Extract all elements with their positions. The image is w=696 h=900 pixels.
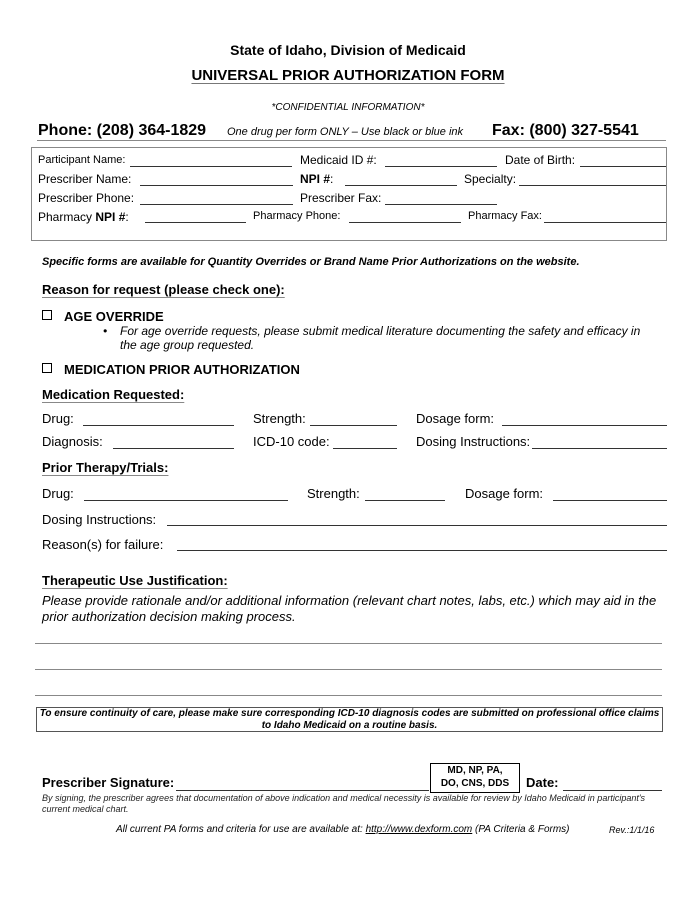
specialty-field[interactable] xyxy=(519,185,666,186)
form-title xyxy=(0,67,696,84)
med-dosing-instructions-field[interactable] xyxy=(532,448,667,449)
medication-requested-heading: Medication Requested: xyxy=(42,387,185,402)
justification-line-2[interactable] xyxy=(35,669,662,670)
prior-dosing-instructions-field[interactable] xyxy=(167,525,667,526)
medicaid-id-label: Medicaid ID #: xyxy=(300,153,377,167)
continuity-notice: To ensure continuity of care, please make sure corresponding ICD-10 diagnosis codes are submitted on professional office claims to Idaho Medicaid on a routine basis. xyxy=(36,707,663,732)
prior-dosing-instructions-label: Dosing Instructions: xyxy=(42,512,157,527)
pharmacy-npi-label xyxy=(38,210,129,224)
specific-forms-note: Specific forms are available for Quantity Overrides or Brand Name Prior Authorizations on the website. xyxy=(42,256,580,268)
participant-prescriber-box xyxy=(31,147,667,241)
specialty-label: Specialty: xyxy=(464,172,517,186)
pharmacy-npi-colon: : xyxy=(125,210,129,224)
signature-disclaimer: By signing, the prescriber agrees that documentation of above indication and medical necessity is available for review by Idaho Medicaid in participant's current medical chart. xyxy=(42,793,646,814)
icd10-field[interactable] xyxy=(333,448,397,449)
prior-dosage-form-field[interactable] xyxy=(553,500,667,501)
credentials-line-1: MD, NP, PA, xyxy=(447,765,503,776)
pharmacy-phone-label: Pharmacy Phone: xyxy=(253,210,341,222)
date-of-birth-field[interactable] xyxy=(580,166,666,167)
participant-name-field[interactable] xyxy=(130,166,292,167)
footer-text-before: All current PA forms and criteria for use are available at: xyxy=(116,824,366,835)
icd10-label: ICD-10 code: xyxy=(253,434,330,449)
prior-therapy-heading: Prior Therapy/Trials: xyxy=(42,460,169,475)
pharmacy-phone-field[interactable] xyxy=(349,222,461,223)
date-label: Date: xyxy=(526,775,559,790)
med-dosing-instructions-label: Dosing Instructions: xyxy=(416,434,531,449)
age-override-label: AGE OVERRIDE xyxy=(64,309,164,324)
reasons-failure-label: Reason(s) for failure: xyxy=(42,537,164,552)
med-drug-field[interactable] xyxy=(83,425,234,426)
prior-drug-label: Drug: xyxy=(42,486,74,501)
justification-heading: Therapeutic Use Justification: xyxy=(42,573,228,588)
npi-label-bold: NPI # xyxy=(300,172,331,186)
pharmacy-word: Pharmacy xyxy=(38,210,96,224)
fax-number: Fax: (800) 327-5541 xyxy=(492,122,639,139)
date-of-birth-label: Date of Birth: xyxy=(505,153,576,167)
participant-name-label: Participant Name: xyxy=(38,154,126,166)
justification-line-1[interactable] xyxy=(35,643,662,644)
diagnosis-label: Diagnosis: xyxy=(42,434,103,449)
reasons-failure-field[interactable] xyxy=(177,550,667,551)
med-dosage-form-field[interactable] xyxy=(502,425,667,426)
pharmacy-npi-bold: NPI # xyxy=(95,210,126,224)
diagnosis-field[interactable] xyxy=(113,448,234,449)
prescriber-phone-label: Prescriber Phone: xyxy=(38,191,135,205)
medication-pa-label: MEDICATION PRIOR AUTHORIZATION xyxy=(64,362,300,377)
prior-strength-field[interactable] xyxy=(365,500,445,501)
prescriber-fax-field[interactable] xyxy=(385,204,497,205)
footer-note xyxy=(116,824,570,835)
footer-text-after: (PA Criteria & Forms) xyxy=(472,824,570,835)
npi-field[interactable] xyxy=(345,185,457,186)
prescriber-phone-field[interactable] xyxy=(140,204,293,205)
pharmacy-fax-label: Pharmacy Fax: xyxy=(468,210,542,222)
med-dosage-form-label: Dosage form: xyxy=(416,411,495,426)
age-override-note-text: For age override requests, please submit medical literature documenting the safety and efficacy in the age group requested. xyxy=(120,324,641,352)
credentials-box xyxy=(430,763,520,793)
confidential-label: *CONFIDENTIAL INFORMATION* xyxy=(271,102,425,113)
prescriber-signature-label: Prescriber Signature: xyxy=(42,775,175,790)
reason-heading: Reason for request (please check one): xyxy=(42,282,285,297)
pharmacy-npi-field[interactable] xyxy=(145,222,246,223)
med-drug-label: Drug: xyxy=(42,411,74,426)
prescriber-fax-label: Prescriber Fax: xyxy=(300,191,382,205)
justification-line-3[interactable] xyxy=(35,695,662,696)
bullet-icon: • xyxy=(103,324,108,338)
med-strength-field[interactable] xyxy=(310,425,397,426)
credentials-line-2: DO, CNS, DDS xyxy=(440,778,510,789)
medication-pa-option[interactable] xyxy=(42,362,300,377)
prior-drug-field[interactable] xyxy=(84,500,288,501)
med-strength-label: Strength: xyxy=(253,411,306,426)
npi-colon: : xyxy=(330,172,334,186)
medication-pa-checkbox[interactable] xyxy=(42,363,52,373)
age-override-option[interactable] xyxy=(42,309,164,324)
age-override-checkbox[interactable] xyxy=(42,310,52,320)
agency-title: State of Idaho, Division of Medicaid xyxy=(230,42,466,58)
pharmacy-fax-field[interactable] xyxy=(544,222,666,223)
prescriber-name-label: Prescriber Name: xyxy=(38,172,132,186)
ink-instruction: One drug per form ONLY – Use black or blue ink xyxy=(227,126,464,138)
revision-label: Rev.:1/1/16 xyxy=(609,825,655,835)
dexform-link[interactable]: http://www.dexform.com xyxy=(365,824,473,835)
contact-row xyxy=(37,122,666,141)
prescriber-name-field[interactable] xyxy=(140,185,293,186)
prior-dosage-form-label: Dosage form: xyxy=(465,486,544,501)
phone-number: Phone: (208) 364-1829 xyxy=(38,122,207,139)
prior-strength-label: Strength: xyxy=(307,486,360,501)
form-title-text: UNIVERSAL PRIOR AUTHORIZATION FORM xyxy=(191,67,505,84)
npi-label xyxy=(300,172,333,186)
prescriber-signature-field[interactable] xyxy=(176,790,429,791)
medicaid-id-field[interactable] xyxy=(385,166,497,167)
justification-instructions: Please provide rationale and/or additional information (relevant chart notes, labs, etc.) which may aid in the prior authorization decision making process. xyxy=(42,593,657,624)
date-field[interactable] xyxy=(563,790,662,791)
